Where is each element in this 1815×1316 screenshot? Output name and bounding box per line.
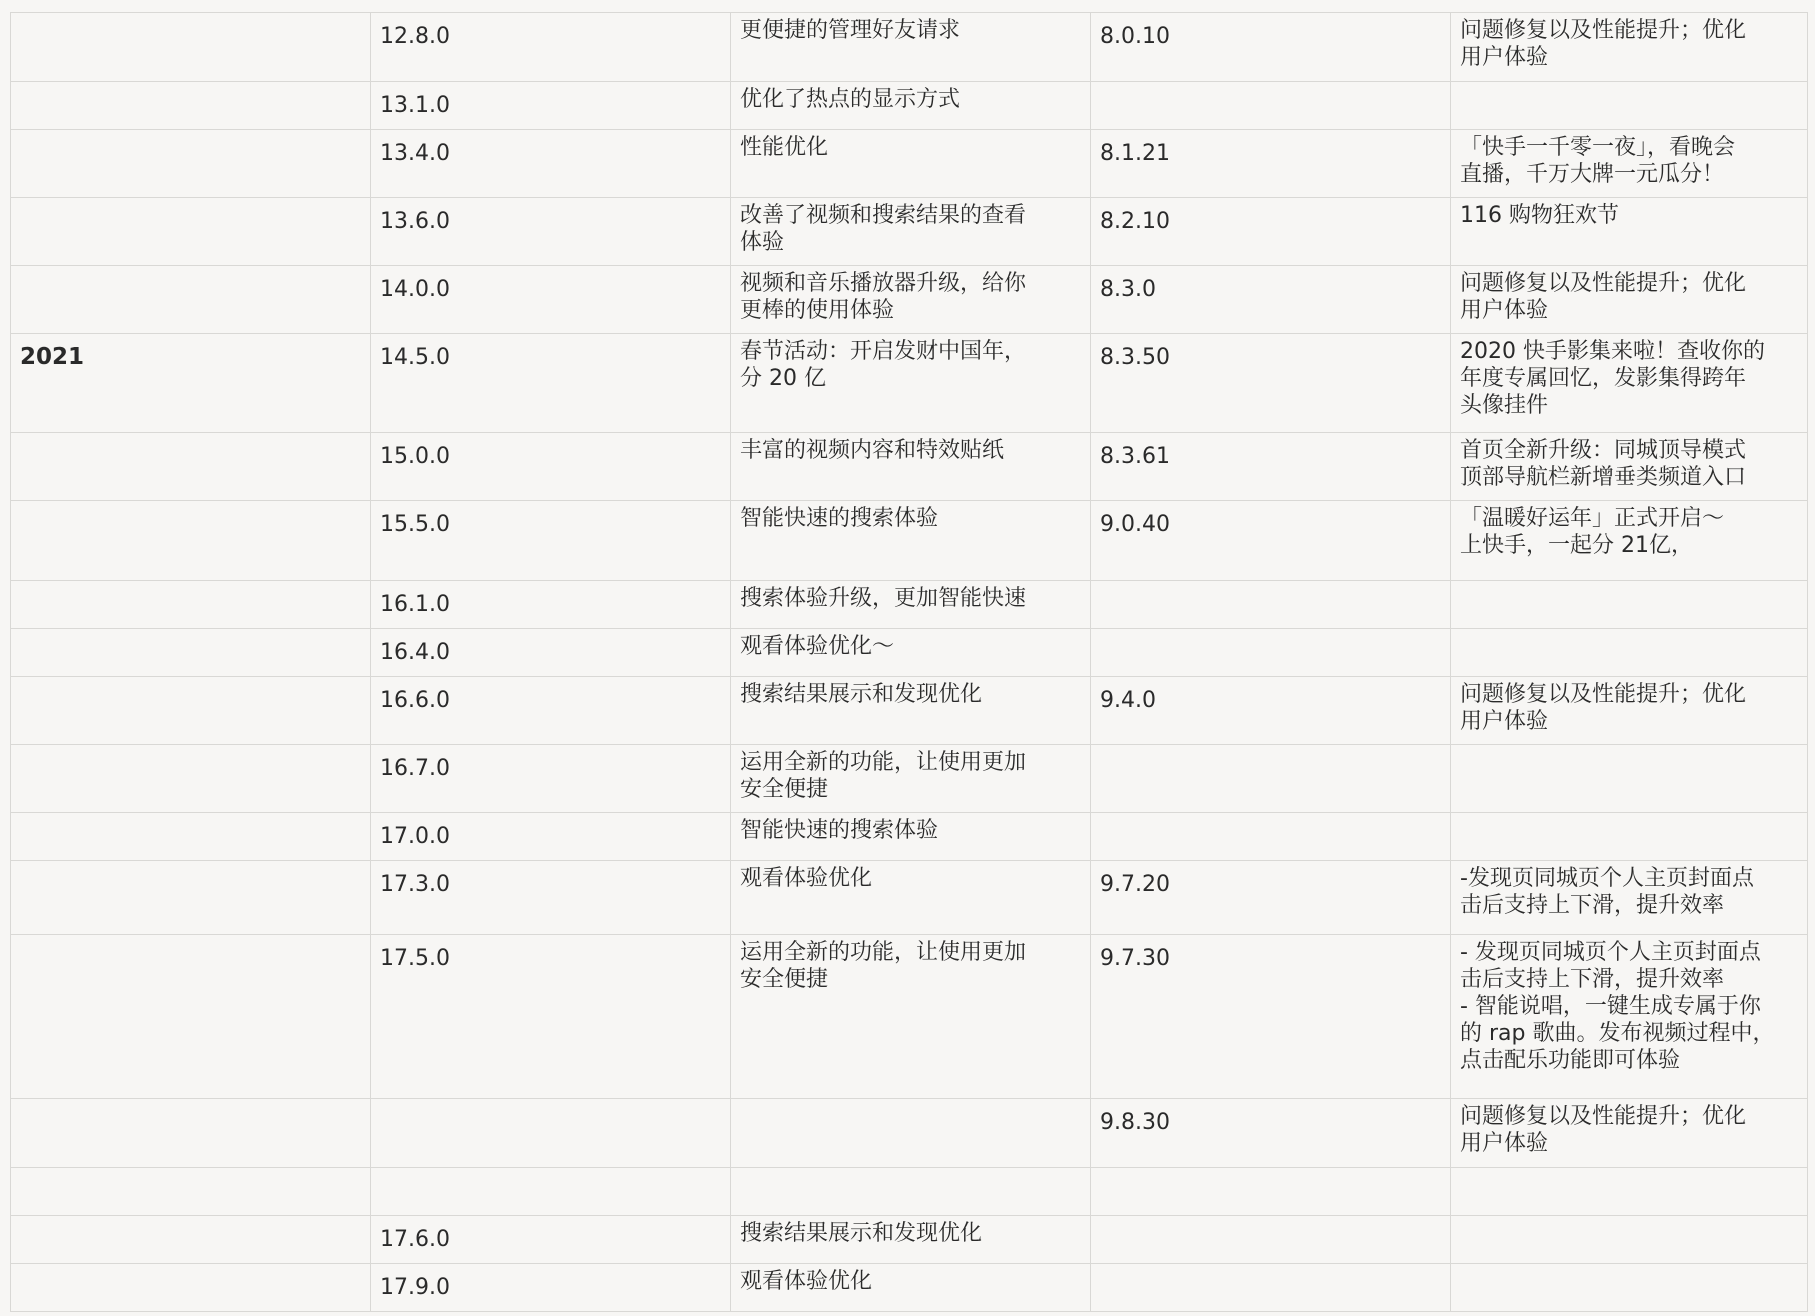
table-row xyxy=(11,266,1808,334)
table-row xyxy=(11,861,1808,935)
ios-note-cell: 智能快速的搜索体验 xyxy=(731,813,1091,861)
ios-version-cell: 16.7.0 xyxy=(371,745,731,813)
android-note-cell xyxy=(1451,1216,1808,1264)
table-row xyxy=(11,433,1808,501)
android-note-cell xyxy=(1451,82,1808,130)
version-table-body xyxy=(11,13,1808,1312)
ios-version-cell: 15.5.0 xyxy=(371,501,731,581)
year-cell xyxy=(11,677,371,745)
android-version-cell: 8.1.21 xyxy=(1091,130,1451,198)
version-history-table xyxy=(10,12,1808,1312)
android-note-cell xyxy=(1451,1168,1808,1216)
year-cell xyxy=(11,198,371,266)
android-version-cell: 9.4.0 xyxy=(1091,677,1451,745)
ios-note-cell: 搜索结果展示和发现优化 xyxy=(731,1216,1091,1264)
ios-version-cell: 16.4.0 xyxy=(371,629,731,677)
android-version-cell xyxy=(1091,581,1451,629)
year-cell xyxy=(11,13,371,82)
android-note-cell xyxy=(1451,745,1808,813)
android-version-cell: 9.8.30 xyxy=(1091,1099,1451,1168)
table-row xyxy=(11,677,1808,745)
ios-note-cell: 智能快速的搜索体验 xyxy=(731,501,1091,581)
android-version-cell: 9.7.20 xyxy=(1091,861,1451,935)
table-row xyxy=(11,745,1808,813)
android-version-cell: 8.2.10 xyxy=(1091,198,1451,266)
android-version-cell xyxy=(1091,813,1451,861)
year-cell xyxy=(11,82,371,130)
android-note-cell: 首页全新升级：同城顶导模式 顶部导航栏新增垂类频道入口 xyxy=(1451,433,1808,501)
android-version-cell xyxy=(1091,629,1451,677)
android-version-cell: 8.0.10 xyxy=(1091,13,1451,82)
year-cell xyxy=(11,433,371,501)
year-cell xyxy=(11,1168,371,1216)
year-cell xyxy=(11,935,371,1099)
android-note-cell: 问题修复以及性能提升；优化 用户体验 xyxy=(1451,266,1808,334)
table-row xyxy=(11,130,1808,198)
android-version-cell xyxy=(1091,1264,1451,1312)
ios-version-cell: 13.6.0 xyxy=(371,198,731,266)
table-row xyxy=(11,1099,1808,1168)
ios-note-cell: 春节活动：开启发财中国年， 分 20 亿 xyxy=(731,334,1091,433)
ios-version-cell: 17.6.0 xyxy=(371,1216,731,1264)
ios-note-cell: 改善了视频和搜索结果的查看 体验 xyxy=(731,198,1091,266)
table-row xyxy=(11,198,1808,266)
android-note-cell xyxy=(1451,581,1808,629)
android-version-cell xyxy=(1091,82,1451,130)
version-table-container xyxy=(10,12,1807,1312)
ios-note-cell: 运用全新的功能，让使用更加 安全便捷 xyxy=(731,935,1091,1099)
ios-note-cell: 丰富的视频内容和特效贴纸 xyxy=(731,433,1091,501)
year-cell xyxy=(11,581,371,629)
ios-note-cell: 搜索体验升级，更加智能快速 xyxy=(731,581,1091,629)
android-note-cell: - 发现页同城页个人主页封面点 击后支持上下滑，提升效率 - 智能说唱，一键生成专属于你 的 rap 歌曲。发布视频过程中， 点击配乐功能即可体验 xyxy=(1451,935,1808,1099)
table-row xyxy=(11,1216,1808,1264)
ios-version-cell: 17.9.0 xyxy=(371,1264,731,1312)
table-row xyxy=(11,334,1808,433)
year-cell xyxy=(11,130,371,198)
android-version-cell: 8.3.0 xyxy=(1091,266,1451,334)
ios-version-cell: 17.0.0 xyxy=(371,813,731,861)
table-row xyxy=(11,935,1808,1099)
ios-version-cell: 14.0.0 xyxy=(371,266,731,334)
ios-version-cell: 17.3.0 xyxy=(371,861,731,935)
android-note-cell xyxy=(1451,1264,1808,1312)
ios-version-cell: 13.1.0 xyxy=(371,82,731,130)
year-cell xyxy=(11,629,371,677)
ios-version-cell: 16.1.0 xyxy=(371,581,731,629)
ios-version-cell: 12.8.0 xyxy=(371,13,731,82)
ios-version-cell xyxy=(371,1099,731,1168)
year-cell xyxy=(11,501,371,581)
android-note-cell: 问题修复以及性能提升；优化 用户体验 xyxy=(1451,1099,1808,1168)
ios-version-cell: 13.4.0 xyxy=(371,130,731,198)
ios-version-cell: 16.6.0 xyxy=(371,677,731,745)
year-cell xyxy=(11,266,371,334)
ios-version-cell: 15.0.0 xyxy=(371,433,731,501)
ios-note-cell: 搜索结果展示和发现优化 xyxy=(731,677,1091,745)
year-cell xyxy=(11,861,371,935)
table-row xyxy=(11,629,1808,677)
table-row xyxy=(11,1264,1808,1312)
year-cell xyxy=(11,1099,371,1168)
ios-note-cell: 观看体验优化 xyxy=(731,1264,1091,1312)
ios-note-cell: 性能优化 xyxy=(731,130,1091,198)
table-row xyxy=(11,581,1808,629)
ios-note-cell: 观看体验优化 xyxy=(731,861,1091,935)
android-version-cell xyxy=(1091,745,1451,813)
year-cell: 2021 xyxy=(11,334,371,433)
android-note-cell: 「温暖好运年」正式开启～ 上快手，一起分 21亿， xyxy=(1451,501,1808,581)
android-version-cell: 8.3.50 xyxy=(1091,334,1451,433)
table-row xyxy=(11,82,1808,130)
year-cell xyxy=(11,745,371,813)
ios-note-cell: 观看体验优化～ xyxy=(731,629,1091,677)
android-note-cell: 「快手一千零一夜」，看晚会 直播，千万大牌一元瓜分！ xyxy=(1451,130,1808,198)
android-version-cell: 8.3.61 xyxy=(1091,433,1451,501)
ios-version-cell xyxy=(371,1168,731,1216)
android-note-cell xyxy=(1451,813,1808,861)
android-version-cell: 9.7.30 xyxy=(1091,935,1451,1099)
ios-note-cell xyxy=(731,1168,1091,1216)
ios-note-cell: 优化了热点的显示方式 xyxy=(731,82,1091,130)
android-note-cell: 116 购物狂欢节 xyxy=(1451,198,1808,266)
ios-note-cell: 运用全新的功能，让使用更加 安全便捷 xyxy=(731,745,1091,813)
table-row xyxy=(11,813,1808,861)
ios-note-cell: 视频和音乐播放器升级，给你 更棒的使用体验 xyxy=(731,266,1091,334)
android-note-cell: -发现页同城页个人主页封面点 击后支持上下滑，提升效率 xyxy=(1451,861,1808,935)
year-cell xyxy=(11,1264,371,1312)
table-row xyxy=(11,501,1808,581)
year-cell xyxy=(11,1216,371,1264)
ios-note-cell: 更便捷的管理好友请求 xyxy=(731,13,1091,82)
ios-version-cell: 14.5.0 xyxy=(371,334,731,433)
ios-note-cell xyxy=(731,1099,1091,1168)
ios-version-cell: 17.5.0 xyxy=(371,935,731,1099)
table-row xyxy=(11,1168,1808,1216)
table-row xyxy=(11,13,1808,82)
android-version-cell: 9.0.40 xyxy=(1091,501,1451,581)
android-note-cell: 2020 快手影集来啦！查收你的 年度专属回忆，发影集得跨年 头像挂件 xyxy=(1451,334,1808,433)
android-note-cell: 问题修复以及性能提升；优化 用户体验 xyxy=(1451,13,1808,82)
android-version-cell xyxy=(1091,1168,1451,1216)
android-note-cell xyxy=(1451,629,1808,677)
android-version-cell xyxy=(1091,1216,1451,1264)
year-cell xyxy=(11,813,371,861)
android-note-cell: 问题修复以及性能提升；优化 用户体验 xyxy=(1451,677,1808,745)
